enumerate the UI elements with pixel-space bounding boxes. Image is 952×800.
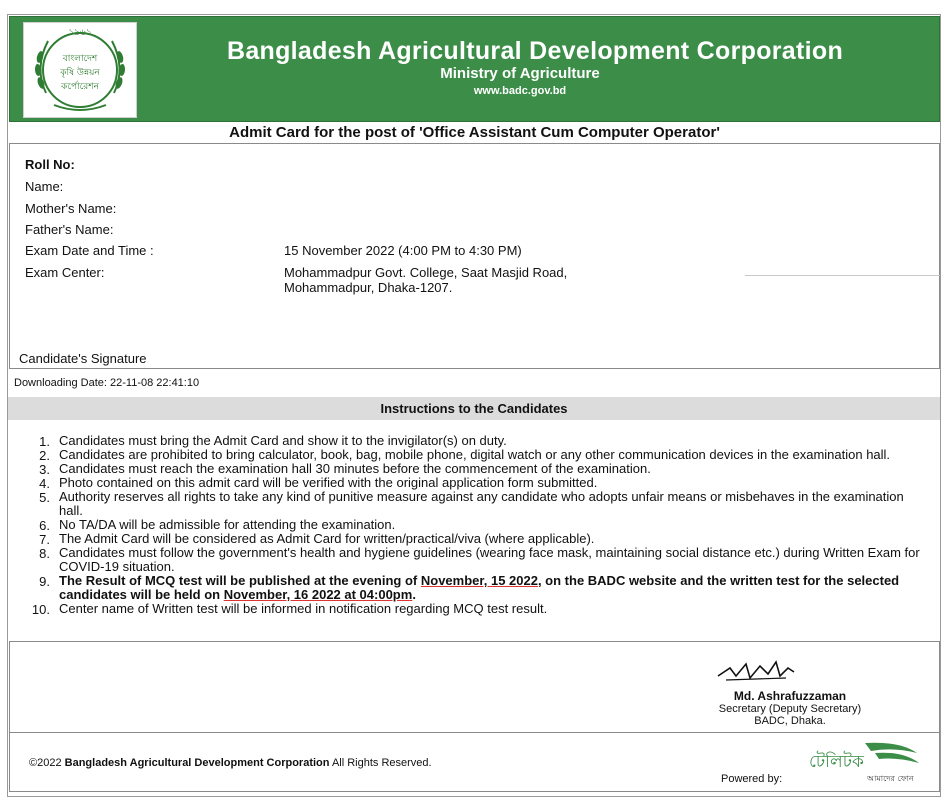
list-item: 4. Photo contained on this admit card will be verified with the original application form submitted. — [39, 475, 598, 491]
signatory-name: Md. Ashrafuzzaman — [733, 689, 847, 703]
teletalk-logo[interactable] — [805, 739, 925, 785]
logo-text-line-2: কৃষি উন্নয়ন — [60, 68, 100, 78]
copyright-text: ©2022 Bangladesh Agricultural Development Corporation All Rights Reserved. — [29, 757, 432, 769]
list-item: 1. Candidates must bring the Admit Card and show it to the invigilator(s) on duty. — [39, 433, 507, 449]
list-item: 7. The Admit Card will be considered as Admit Card for written/practical/viva (where applicable). — [39, 531, 595, 547]
candidate-signature-label: Candidate's Signature — [19, 351, 147, 366]
list-item: 6. No TA/DA will be admissible for attending the examination. — [39, 517, 396, 533]
footer — [9, 732, 940, 792]
signatory-office: BADC, Dhaka. — [754, 715, 826, 727]
powered-by-label: Powered by: — [721, 773, 783, 785]
instructions-title: Instructions to the Candidates — [380, 401, 568, 416]
divider — [745, 275, 940, 276]
logo-text-line-1: বাংলাদেশ — [62, 54, 98, 64]
footer-org-name: Bangladesh Agricultural Development Corporation — [64, 757, 330, 769]
exam-center-line-2: Mohammadpur, Dhaka-1207. — [284, 280, 453, 295]
mothers-name-label: Mother's Name: — [25, 201, 117, 216]
org-title: Bangladesh Agricultural Development Corporation — [226, 37, 844, 65]
list-item: 8. Candidates must follow the government's health and hygiene guidelines (wearing face mask, maintaining social distance etc.) during Written Exam for COVID-19 situation. — [39, 545, 920, 574]
secretary-signature — [716, 654, 796, 688]
written-test-date: November, 16 2022 at 04:00pm — [223, 587, 413, 602]
teletalk-logo-text: টেলিটক — [809, 752, 864, 772]
exam-center-label: Exam Center: — [25, 265, 105, 280]
name-label: Name: — [25, 179, 64, 194]
list-item: 3. Candidates must reach the examination hall 30 minutes before the commencement of the examination. — [39, 461, 651, 477]
candidate-info-card — [9, 143, 940, 369]
list-item: 2. Candidates are prohibited to bring calculator, book, bag, mobile phone, digital watch or any other communication devices in the examination hall. — [39, 447, 891, 463]
mcq-result-date: November, 15 2022 — [420, 573, 538, 588]
authority-signature-area — [9, 641, 940, 733]
fathers-name-label: Father's Name: — [25, 222, 114, 237]
downloading-date: Downloading Date: 22-11-08 22:41:10 — [14, 377, 200, 389]
signatory-designation: Secretary (Deputy Secretary) — [718, 703, 862, 715]
instructions-list — [0, 434, 940, 616]
roll-no-label: Roll No: — [25, 157, 75, 172]
exam-date-label: Exam Date and Time : — [25, 243, 154, 258]
exam-center-line-1: Mohammadpur Govt. College, Saat Masjid Road, — [284, 265, 568, 280]
badc-logo — [23, 22, 137, 118]
logo-text-line-3: কর্পোরেশন — [61, 82, 99, 92]
list-item: 10. Center name of Written test will be informed in notification regarding MCQ test result. — [31, 601, 548, 617]
svg-text:১৯৬১: ১৯৬১ — [68, 28, 92, 38]
header-banner — [9, 16, 940, 122]
website-url[interactable]: www.badc.gov.bd — [473, 85, 567, 97]
list-item: 5. Authority reserves all rights to take any kind of punitive measure against any candidate who adopts unfair means or misbehaves in the examination hall. — [39, 489, 904, 518]
admit-card-title: Admit Card for the post of 'Office Assistant Cum Computer Operator' — [229, 124, 720, 141]
list-item-mcq-result: 9. The Result of MCQ test will be published at the evening of November, 15 2022, on the BADC website and the written test for the selected candidates will be held on November, 16 2022 at 04:00pm. — [39, 573, 900, 602]
exam-date-value: 15 November 2022 (4:00 PM to 4:30 PM) — [284, 243, 522, 258]
teletalk-tagline: আমাদের ফোন — [867, 774, 914, 783]
ministry-subtitle: Ministry of Agriculture — [440, 65, 600, 82]
instructions-header — [8, 397, 940, 420]
